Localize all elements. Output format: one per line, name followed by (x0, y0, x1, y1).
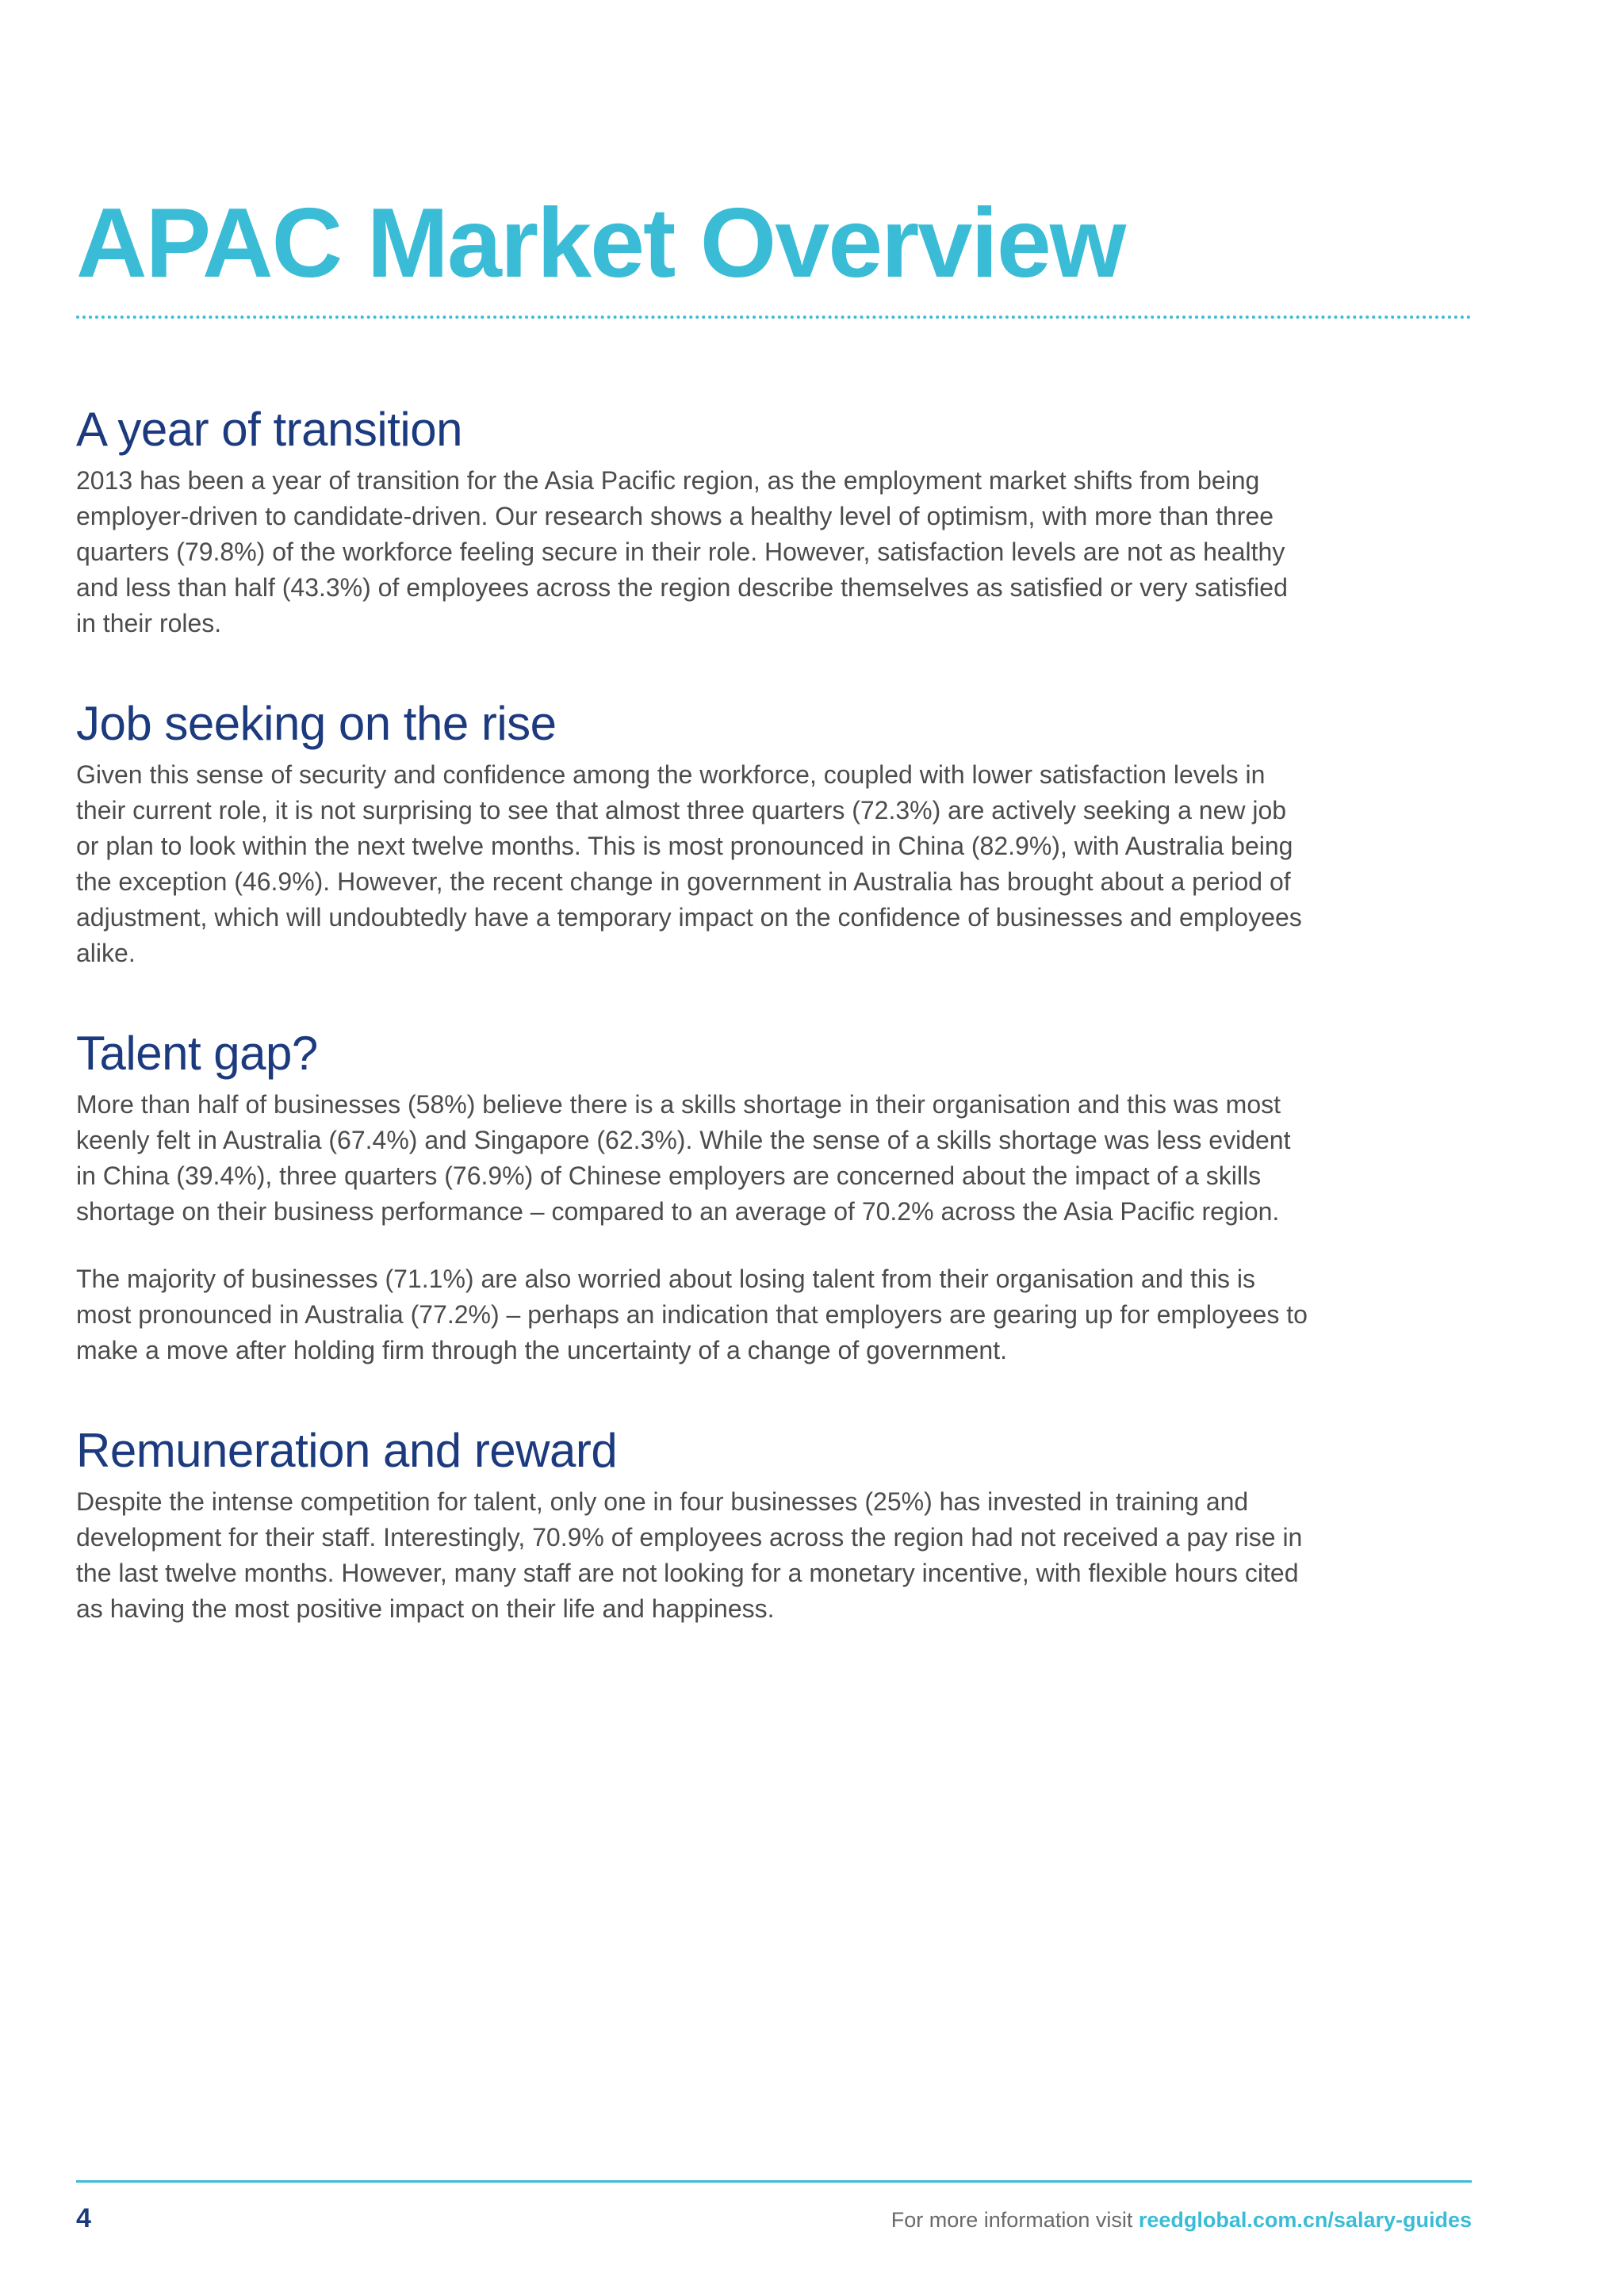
title-divider (76, 316, 1472, 319)
section-heading: Job seeking on the rise (76, 697, 557, 750)
section-heading: A year of transition (76, 403, 462, 456)
section-paragraph: Despite the intense competition for talent, only one in four businesses (25%) has invested in training and development for their staff. Interestingly, 70.9% of employees across the region had not received a pay rise in the last twelve months. However, many staff are not looking for a monetary incentive, with flexible hours cited as having the most positive impact on their life and happiness. (76, 1487, 1303, 1623)
article-body (76, 396, 1313, 1627)
section-paragraph: More than half of businesses (58%) believe there is a skills shortage in their organisation and this was most keenly felt in Australia (67.4%) and Singapore (62.3%). While the sense of a skills shortage was less evident in China (39.4%), three quarters (76.9%) of Chinese employers are concerned about the impact of a skills shortage on their business performance – compared to an average of 70.2% across the Asia Pacific region. (76, 1090, 1291, 1226)
section-job-seeking (76, 691, 1313, 971)
footer-info-text: For more information visit (891, 2208, 1139, 2232)
footer-info (891, 2206, 1472, 2234)
section-paragraph: Given this sense of security and confidence among the workforce, coupled with lower satisfaction levels in their current role, it is not surprising to see that almost three quarters (72.3%) are actively seeking a new job or plan to look within the next twelve months. This is most pronounced in China (82.9%), with Australia being the exception (46.9%). However, the recent change in government in Australia has brought about a period of adjustment, which will undoubtedly have a temporary impact on the confidence of businesses and employees alike. (76, 760, 1302, 967)
section-paragraph: The majority of businesses (71.1%) are also worried about losing talent from their organisation and this is most pronounced in Australia (77.2%) – perhaps an indication that employers are gearing up for employees to make a move after holding firm through the uncertainty of a change of government. (76, 1265, 1308, 1364)
section-remuneration (76, 1418, 1313, 1627)
footer-link[interactable]: reedglobal.com.cn/salary-guides (1138, 2208, 1472, 2232)
section-year-of-transition (76, 396, 1313, 641)
footer-divider (76, 2180, 1472, 2183)
section-heading: Remuneration and reward (76, 1424, 618, 1477)
page-title: APAC Market Overview (76, 189, 1125, 298)
page-number: 4 (76, 2203, 91, 2233)
section-talent-gap (76, 1020, 1313, 1368)
section-paragraph: 2013 has been a year of transition for the Asia Pacific region, as the employment market shifts from being employer-driven to candidate-driven. Our research shows a healthy level of optimism, with more than three quarters (79.8%) of the workforce feeling secure in their role. However, satisfaction levels are not as healthy and less than half (43.3%) of employees across the region describe themselves as satisfied or very satisfied in their roles. (76, 466, 1288, 637)
section-heading: Talent gap? (76, 1027, 318, 1080)
